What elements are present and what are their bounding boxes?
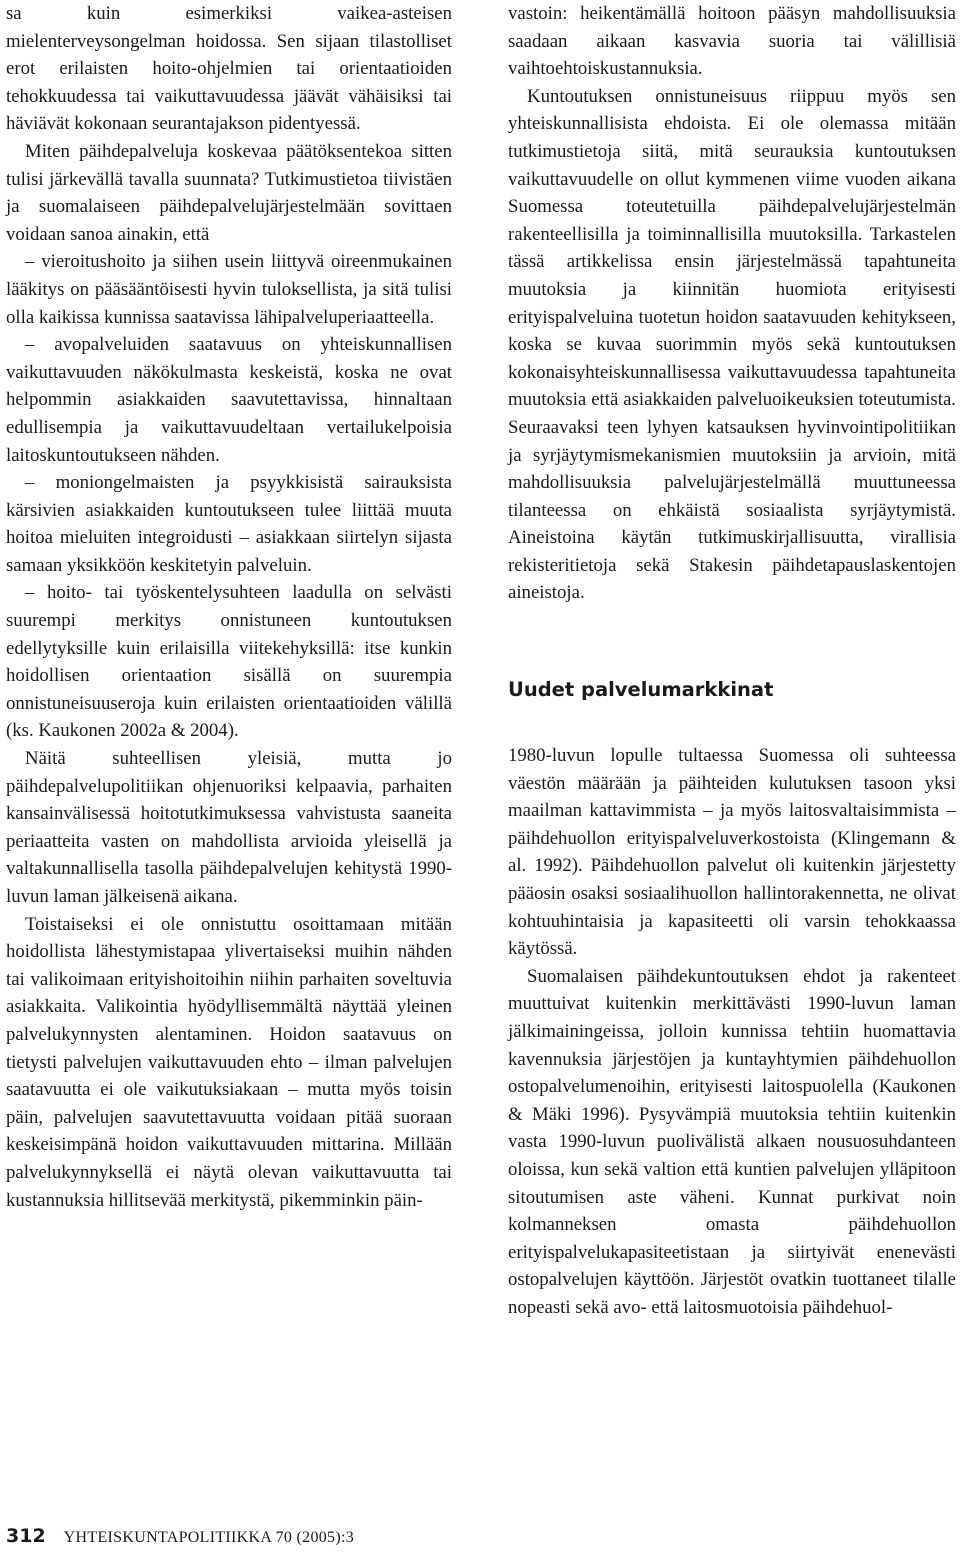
left-column: [6, 0, 452, 1214]
page-footer: [6, 1524, 354, 1550]
paragraph: 1980-luvun lopulle tultaessa Suomessa oli suhteessa väestön määrään ja päihteiden kulutuksen tasoon yksi maailman kattavimmista – ja myös laitosvaltaisimmista – päihdehuollon erityispalveluverkostoista (Klingemann & al. 1992). Päihdehuollon palvelut oli kuitenkin järjestetty pääosin osaksi sosiaalihuollon hallintorakennetta, ne olivat kohtuuhintaisia ja kapasiteetti oli varsin tehokkaassa käytössä.: [508, 745, 956, 960]
paragraph: Suomalaisen päihdekuntoutuksen ehdot ja rakenteet muuttuivat kuitenkin merkittävästi 1990-luvun laman jälkimainingeissa, jolloin kunnissa tehtiin huomattavia kavennuksia järjestöjen ja kuntayhtymien päihdehuollon ostopalvelumenoihin, erityisesti laitospuolella (Kaukonen & Mäki 1996). Pysyvämpiä muutoksia tehtiin kuitenkin vasta 1990-luvun puolivälistä alkaen nousuosuhdanteen oloissa, kun sekä valtion että kuntien palvelujen ylläpitoon sitoutumisen aste väheni. Kunnat purkivat noin kolmanneksen omasta päihdehuollon erityispalvelukapasiteetistaan ja siirtyivät enenevästi ostopalvelujen käyttöön. Järjestöt ovatkin tuottaneet tilalle nopeasti sekä avo- että laitosmuotoisia päihdehuol-: [508, 965, 956, 1318]
paragraph: vastoin: heikentämällä hoitoon pääsyn mahdollisuuksia saadaan aikaan kasvavia suoria tai välillisiä vaihtoehtoiskustannuksia.: [508, 3, 956, 80]
dash-list-item: – hoito- tai työskentelysuhteen laadulla on selvästi suurempi merkitys onnistuneen kuntoutuksen edellytyksille kuin erilaisilla viitekehyksillä: itse kunkin hoidollisen orientaation sisällä on suurempia onnistuneisuuseroja kuin erilaisten orientaatioiden välillä (ks. Kaukonen 2002a & 2004).: [6, 582, 452, 742]
paragraph: Näitä suhteellisen yleisiä, mutta jo päihdepalvelupolitiikan ohjenuoriksi kelpaavia, parhaiten kansainvälisessä hoitotutkimuksessa vahvistusta saaneita periaatteita vasten on mahdollista arvioida yleisellä ja valtakunnallisella tasolla päihdepalvelujen kehitystä 1990-luvun laman jälkeisenä aikana.: [6, 748, 452, 907]
dash-list-item: – moniongelmaisten ja psyykkisistä sairauksista kärsivien asiakkaiden kuntoutukseen tulee liittää muuta hoitoa mieluiten integroidusti – asiakkaan siirtelyn sijasta samaan yksikköön keskitetyin palveluin.: [6, 472, 452, 576]
dash-list-item: – avopalveluiden saatavuus on yhteiskunnallisen vaikuttavuuden näkökulmasta keskeistä, koska ne ovat helpommin asiakkaiden saavutettavissa, hinnaltaan edullisempia ja vaikuttavuudeltaan vertailukelpoisia laitoskuntoutukseen nähden.: [6, 334, 452, 466]
paragraph: Miten päihdepalveluja koskevaa päätöksentekoa sitten tulisi järkevällä tavalla suunnata? Tutkimustietoa tiivistäen ja suomalaiseen päihdepalvelujärjestelmään sovittaen voidaan sanoa ainakin, että: [6, 140, 452, 245]
right-column: [508, 0, 956, 1322]
page-number: 312: [6, 1525, 46, 1547]
section-heading: Uudet palvelumarkkinat: [508, 678, 774, 702]
journal-title: YHTEISKUNTAPOLITIIKKA 70 (2005):3: [63, 1529, 355, 1546]
dash-list-item: – vieroitushoito ja siihen usein liittyvä oireenmukainen lääkitys on pääsääntöisesti hyvin tuloksellista, ja sitä tulisi olla kaikissa kunnissa saatavissa lähipalveluperiaatteella.: [6, 251, 452, 328]
paragraph: sa kuin esimerkiksi vaikea-asteisen mielenterveysongelman hoidossa. Sen sijaan tilastolliset erot erilaisten hoito-ohjelmien tai orientaatioiden tehokkuudessa tai vaikuttavuudessa jäävät vähäisiksi tai häviävät kokonaan seurantajakson pidentyessä.: [6, 3, 452, 135]
paragraph: Toistaiseksi ei ole onnistuttu osoittamaan mitään hoidollista lähestymistapaa ylivertaiseksi muihin nähden tai valikoimaan erityishoitoihin niihin parhaiten soveltuvia asiakkaita. Valikointia hyödyllisemmältä näyttää yleinen palvelukynnysten alentaminen. Hoidon saatavuus on tietysti palvelujen vaikuttavuuden ehto – ilman palvelujen saatavuutta ei ole vaikutuksiakaan – mutta myös toisin päin, palvelujen saavutettavuutta voidaan pitää suoraan keskeisimpänä hoidon vaikuttavuuden mittarina. Millään palvelukynnyksellä ei näytä olevan vaikuttavuutta tai kustannuksia hillitsevää merkitystä, pikemminkin päin-: [6, 913, 452, 1211]
paragraph: Kuntoutuksen onnistuneisuus riippuu myös sen yhteiskunnallisista ehdoista. Ei ole olemassa mitään tutkimustietoja siitä, mitä seurauksia kuntoutuksen vaikuttavuudelle on ollut kymmenen viime vuoden aikana Suomessa toteutetuilla päihdepalvelujärjestelmän rakenteellisilla ja toiminnallisilla muutoksilla. Tarkastelen tässä artikkelissa ensin järjestelmässä tapahtuneita muutoksia ja kiinnitän huomiota erityisesti erityispalveluina tuotetun hoidon saatavuuden kehitykseen, koska se kuvaa suorimmin myös sekä kuntoutuksen kokonaisyhteiskunnallisessa vaikuttavuudessa tapahtuneita muutoksia että asiakkaiden palveluoikeuksien toteutumista. Seuraavaksi teen lyhyen katsauksen hyvinvointipolitiikan ja syrjäytymismekanismien muutoksiin ja arvioin, mitä mahdollisuuksia palvelujärjestelmällä muuttuneessa tilanteessa on ehkäistä sosiaalista syrjäytymistä. Aineistoina käytän tutkimuskirjallisuutta, virallisia rekisteritietoja sekä Stakesin päihdetapauslaskentojen aineistoja.: [508, 85, 956, 604]
